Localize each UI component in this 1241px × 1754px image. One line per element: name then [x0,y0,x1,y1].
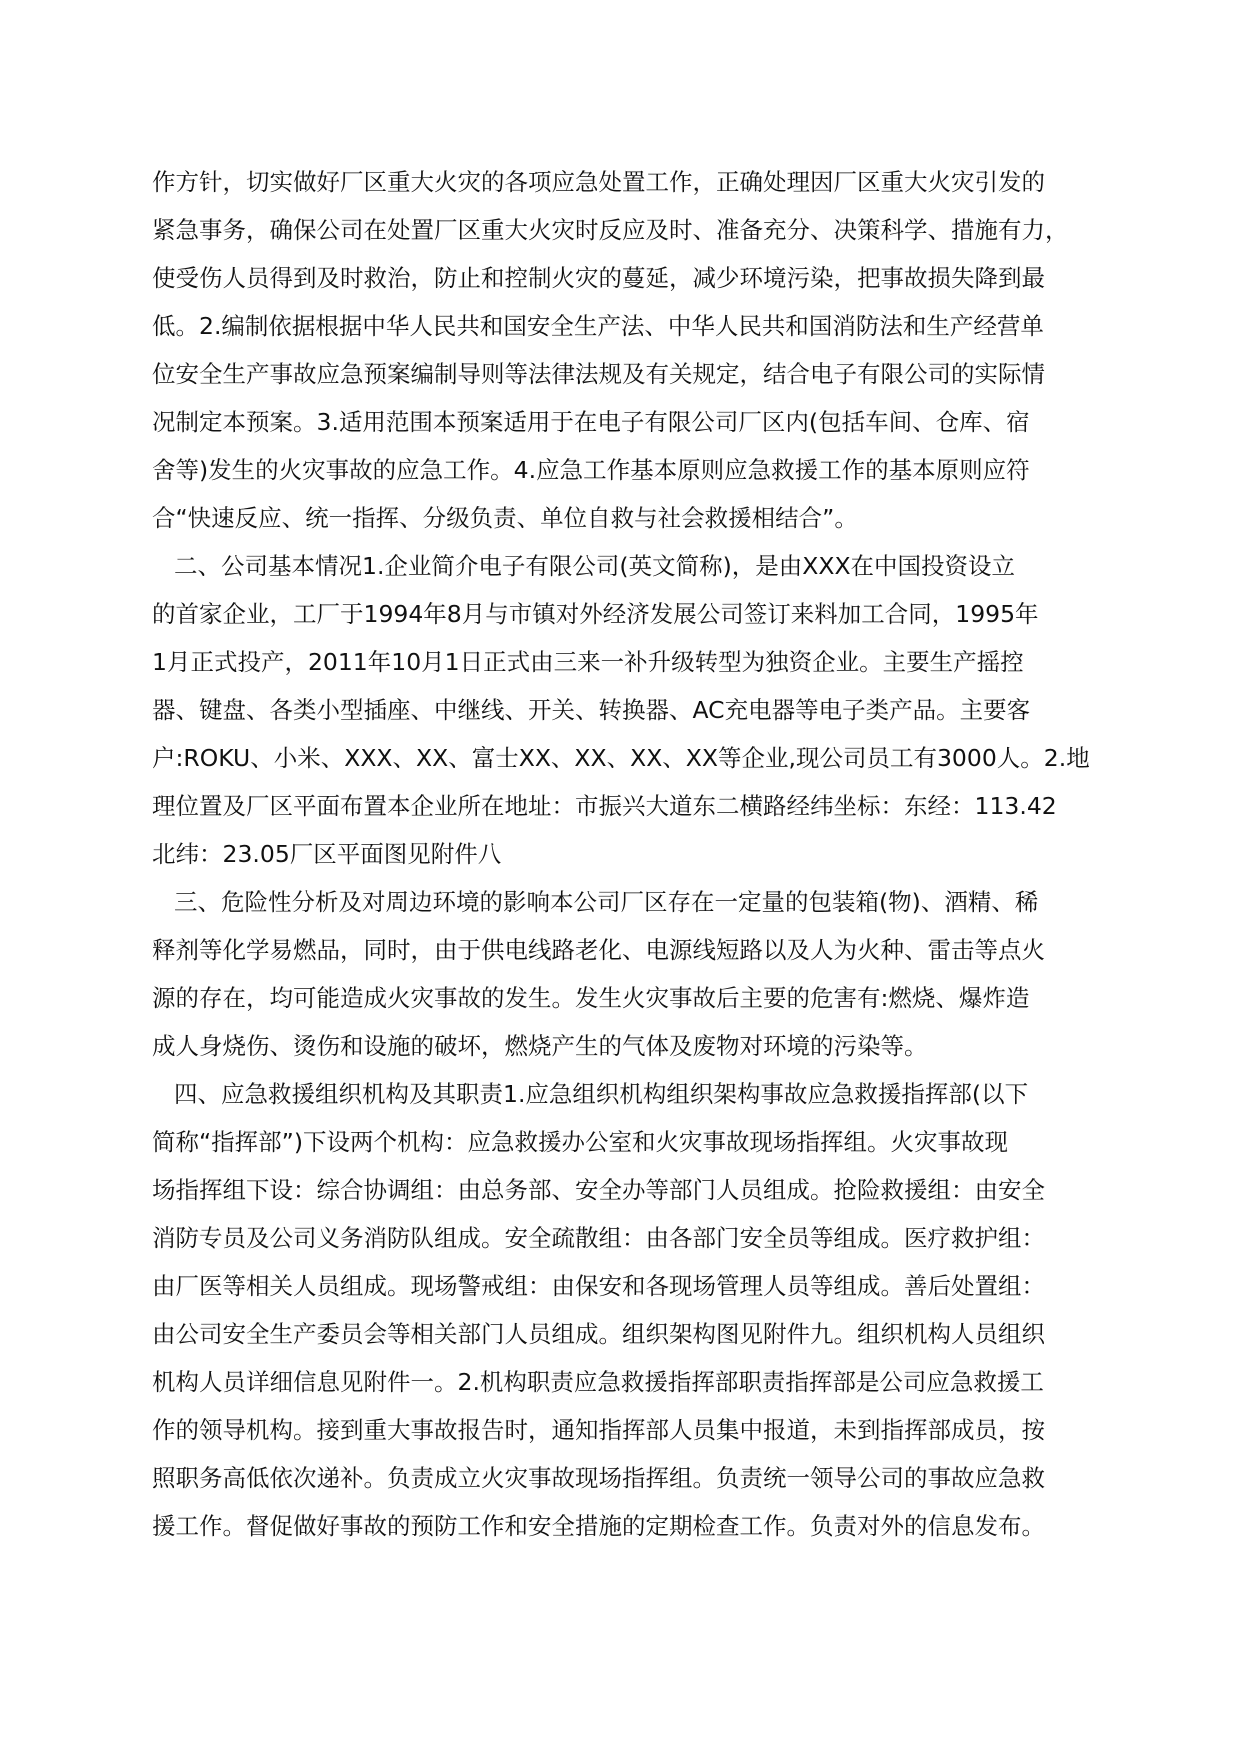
text-line: 位安全生产事故应急预案编制导则等法律法规及有关规定，结合电子有限公司的实际情 [152,360,1045,388]
text-line: 消防专员及公司义务消防队组成。安全疏散组：由各部门安全员等组成。医疗救护组： [152,1224,1045,1252]
text-line: 户:ROKU、小米、XXX、XX、富士XX、XX、XX、XX等企业,现公司员工有3000人。2.地 [152,744,1090,772]
text-line: 四、应急救援组织机构及其职责1.应急组织机构组织架构事故应急救援指挥部(以下 [174,1080,1029,1108]
text-line: 释剂等化学易燃品，同时，由于供电线路老化、电源线短路以及人为火种、雷击等点火 [152,936,1045,964]
paragraph-hazard-analysis [152,878,1098,1070]
paragraph-company-info [152,542,1098,878]
paragraph-organization [152,1070,1098,1550]
text-line: 使受伤人员得到及时救治，防止和控制火灾的蔓延，减少环境污染，把事故损失降到最 [152,264,1045,292]
text-line: 由厂医等相关人员组成。现场警戒组：由保安和各现场管理人员等组成。善后处置组： [152,1272,1045,1300]
document-body [152,158,1098,1550]
text-line: 成人身烧伤、烫伤和设施的破坏，燃烧产生的气体及废物对环境的污染等。 [152,1032,928,1060]
text-line: 作的领导机构。接到重大事故报告时，通知指挥部人员集中报道，未到指挥部成员，按 [152,1416,1045,1444]
text-line: 器、键盘、各类小型插座、中继线、开关、转换器、AC充电器等电子类产品。主要客 [152,696,1031,724]
text-line: 简称“指挥部”)下设两个机构：应急救援办公室和火灾事故现场指挥组。火灾事故现 [152,1128,1009,1156]
text-line: 合“快速反应、统一指挥、分级负责、单位自救与社会救援相结合”。 [152,504,858,532]
text-line: 紧急事务，确保公司在处置厂区重大火灾时反应及时、准备充分、决策科学、措施有力， [152,216,1069,244]
paragraph-intro [152,158,1098,542]
text-line: 理位置及厂区平面布置本企业所在地址：市振兴大道东二横路经纬坐标：东经：113.42 [152,792,1057,820]
text-line: 1月正式投产，2011年10月1日正式由三来一补升级转型为独资企业。主要生产摇控 [152,648,1024,676]
text-line: 的首家企业，工厂于1994年8月与市镇对外经济发展公司签订来料加工合同，1995年 [152,600,1039,628]
text-line: 二、公司基本情况1.企业简介电子有限公司(英文简称)，是由XXX在中国投资设立 [174,552,1016,580]
text-line: 由公司安全生产委员会等相关部门人员组成。组织架构图见附件九。组织机构人员组织 [152,1320,1045,1348]
text-line: 北纬：23.05厂区平面图见附件八 [152,840,502,868]
text-line: 低。2.编制依据根据中华人民共和国安全生产法、中华人民共和国消防法和生产经营单 [152,312,1044,340]
text-line: 援工作。督促做好事故的预防工作和安全措施的定期检查工作。负责对外的信息发布。 [152,1512,1045,1540]
text-line: 照职务高低依次递补。负责成立火灾事故现场指挥组。负责统一领导公司的事故应急救 [152,1464,1045,1492]
text-line: 源的存在，均可能造成火灾事故的发生。发生火灾事故后主要的危害有:燃烧、爆炸造 [152,984,1030,1012]
text-line: 场指挥组下设：综合协调组：由总务部、安全办等部门人员组成。抢险救援组：由安全 [152,1176,1045,1204]
text-line: 舍等)发生的火灾事故的应急工作。4.应急工作基本原则应急救援工作的基本原则应符 [152,456,1030,484]
text-line: 作方针，切实做好厂区重大火灾的各项应急处置工作，正确处理因厂区重大火灾引发的 [152,168,1045,196]
text-line: 况制定本预案。3.适用范围本预案适用于在电子有限公司厂区内(包括车间、仓库、宿 [152,408,1030,436]
text-line: 机构人员详细信息见附件一。2.机构职责应急救援指挥部职责指挥部是公司应急救援工 [152,1368,1044,1396]
text-line: 三、危险性分析及对周边环境的影响本公司厂区存在一定量的包装箱(物)、酒精、稀 [174,888,1039,916]
